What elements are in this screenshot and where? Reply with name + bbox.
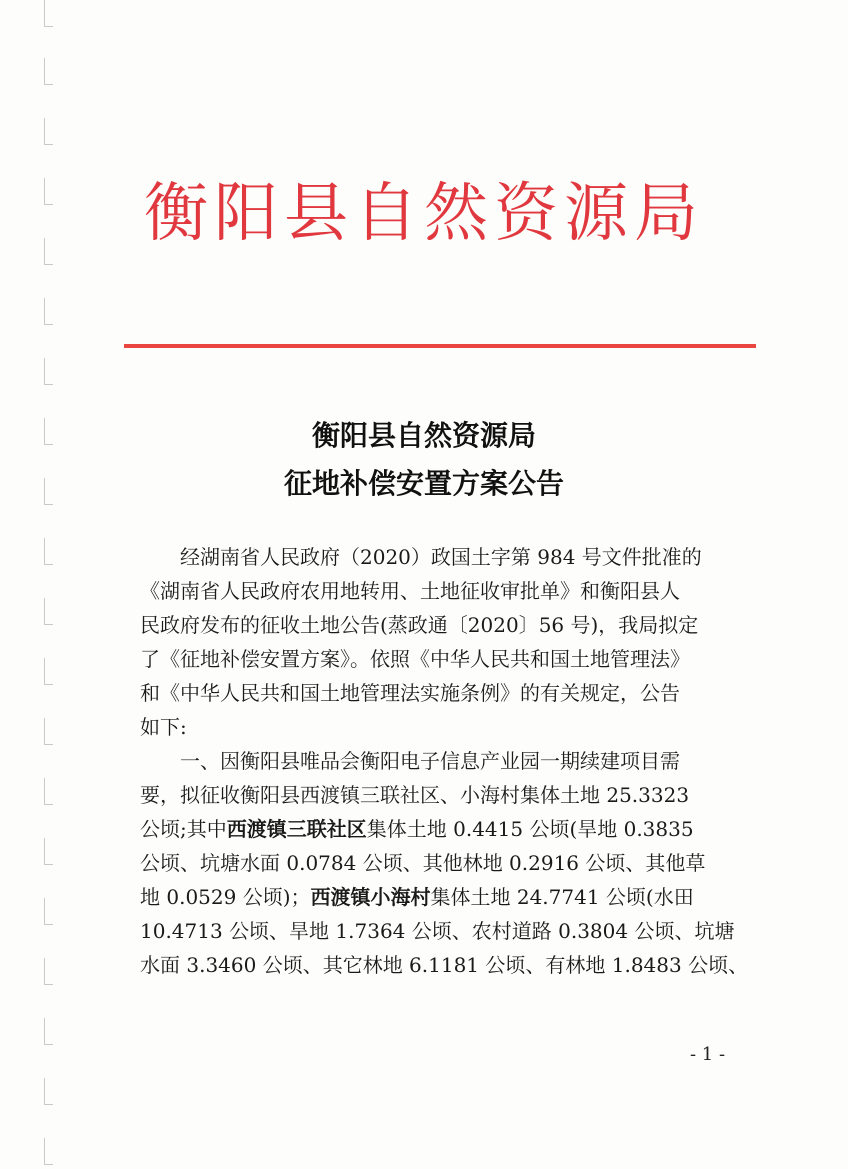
edge-mark [44, 778, 53, 805]
document-title-line2: 征地补偿安置方案公告 [283, 467, 564, 500]
body-line [140, 812, 750, 846]
body-line: 一、因衡阳县唯品会衡阳电子信息产业园一期续建项目需 [180, 749, 680, 773]
body-text-span: 集体土地 24.7741 公顷(水田 [430, 885, 694, 909]
body-text-bold-span: 西渡镇三联社区 [226, 817, 367, 841]
body-text-bold-span: 西渡镇小海村 [310, 885, 431, 909]
edge-mark [44, 1018, 53, 1045]
edge-mark [44, 658, 53, 685]
body-line: 《湖南省人民政府农用地转用、土地征收审批单》和衡阳县人 [140, 579, 680, 603]
body-text-span: 地 0.0529 公顷)； [140, 885, 311, 909]
body-line: 民政府发布的征收土地公告(蒸政通〔2020〕56 号)，我局拟定 [140, 613, 699, 637]
edge-mark [44, 118, 53, 145]
edge-mark [44, 898, 53, 925]
edge-mark [44, 1078, 53, 1105]
edge-mark [44, 0, 53, 27]
edge-mark [44, 1138, 53, 1165]
body-line [140, 880, 750, 914]
edge-mark [44, 298, 53, 325]
page-number: - 1 - [690, 1044, 726, 1065]
edge-mark [44, 358, 53, 385]
body-line: 要，拟征收衡阳县西渡镇三联社区、小海村集体土地 25.3323 [140, 783, 690, 807]
document-title-line1: 衡阳县自然资源局 [311, 419, 536, 452]
document-body [140, 540, 750, 982]
body-text-span: 公顷;其中 [140, 817, 227, 841]
body-line: 水面 3.3460 公顷、其它林地 6.1181 公顷、有林地 1.8483 公顷、 [140, 953, 749, 977]
edge-mark [44, 838, 53, 865]
edge-mark [44, 718, 53, 745]
body-line: 10.4713 公顷、旱地 1.7364 公顷、农村道路 0.3804 公顷、坑塘 [140, 919, 735, 943]
edge-mark [44, 538, 53, 565]
body-line: 如下: [140, 715, 187, 739]
edge-mark [44, 598, 53, 625]
edge-mark [44, 58, 53, 85]
letterhead-red-rule [124, 344, 756, 348]
body-line: 和《中华人民共和国土地管理法实施条例》的有关规定，公告 [140, 681, 680, 705]
letterhead-agency-name: 衡阳县自然资源局 [144, 177, 704, 251]
body-text-span: 集体土地 0.4415 公顷(旱地 0.3835 [366, 817, 694, 841]
body-line: 经湖南省人民政府（2020）政国土字第 984 号文件批准的 [180, 545, 702, 569]
body-line: 公顷、坑塘水面 0.0784 公顷、其他林地 0.2916 公顷、其他草 [140, 851, 706, 875]
body-line: 了《征地补偿安置方案》。依照《中华人民共和国土地管理法》 [140, 647, 690, 671]
edge-mark [44, 958, 53, 985]
